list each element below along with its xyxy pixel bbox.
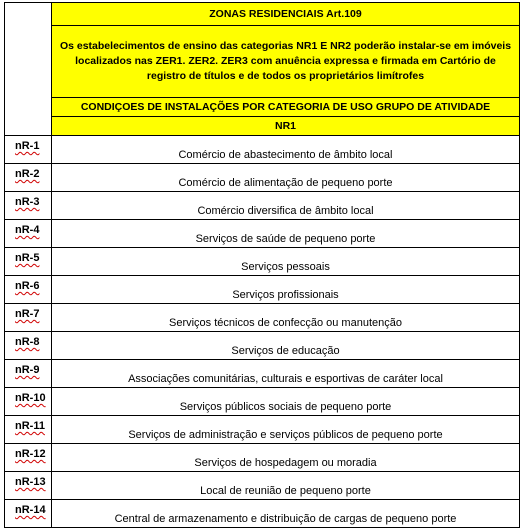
activity-code (5, 388, 52, 416)
table-row (5, 248, 520, 276)
activity-description: Associações comunitárias, culturais e esportivas de caráter local (52, 360, 520, 388)
activity-code-text: nR-1 (15, 140, 40, 152)
activity-description: Comércio diversifica de âmbito local (52, 192, 520, 220)
conditions-heading: CONDIÇOES DE INSTALAÇÕES POR CATEGORIA DE USO GRUPO DE ATIVIDADE (52, 98, 520, 117)
activity-code (5, 248, 52, 276)
activity-code-text: nR-10 (15, 392, 46, 404)
activity-description: Local de reunião de pequeno porte (52, 472, 520, 500)
activity-code (5, 192, 52, 220)
table-row (5, 304, 520, 332)
activity-code (5, 332, 52, 360)
zoning-table-sheet (4, 2, 519, 528)
activity-code-text: nR-8 (15, 336, 40, 348)
activity-description: Serviços de saúde de pequeno porte (52, 220, 520, 248)
activity-code-text: nR-7 (15, 308, 40, 320)
activity-code-text: nR-4 (15, 224, 40, 236)
activity-description: Serviços de hospedagem ou moradia (52, 444, 520, 472)
activity-code (5, 416, 52, 444)
activity-code-text: nR-2 (15, 168, 40, 180)
activity-code-text: nR-3 (15, 196, 40, 208)
activity-code-text: nR-9 (15, 364, 40, 376)
activity-description: Serviços públicos sociais de pequeno porte (52, 388, 520, 416)
activity-code (5, 220, 52, 248)
table-row (5, 500, 520, 528)
activity-description: Serviços profissionais (52, 276, 520, 304)
activity-code-text: nR-13 (15, 476, 46, 488)
table-row (5, 360, 520, 388)
table-row (5, 472, 520, 500)
activity-description: Serviços pessoais (52, 248, 520, 276)
table-row (5, 136, 520, 164)
activity-code (5, 276, 52, 304)
activity-code-text: nR-12 (15, 448, 46, 460)
table-row (5, 444, 520, 472)
table-row (5, 416, 520, 444)
activity-description: Comércio de alimentação de pequeno porte (52, 164, 520, 192)
activity-description: Serviços de administração e serviços públicos de pequeno porte (52, 416, 520, 444)
activity-code (5, 472, 52, 500)
table-row (5, 220, 520, 248)
activity-description: Serviços técnicos de confecção ou manutenção (52, 304, 520, 332)
activity-code (5, 164, 52, 192)
table-row (5, 276, 520, 304)
category-heading: NR1 (52, 117, 520, 136)
activity-description: Serviços de educação (52, 332, 520, 360)
activity-description: Comércio de abastecimento de âmbito local (52, 136, 520, 164)
table-row (5, 388, 520, 416)
activity-description: Central de armazenamento e distribuição de cargas de pequeno porte (52, 500, 520, 528)
activity-code-text: nR-11 (15, 420, 45, 432)
table-row (5, 192, 520, 220)
activity-code-text: nR-5 (15, 252, 40, 264)
activity-code (5, 500, 52, 528)
activity-code (5, 136, 52, 164)
zoning-table (4, 2, 520, 528)
activity-code (5, 304, 52, 332)
table-row (5, 332, 520, 360)
table-row (5, 164, 520, 192)
table-title: ZONAS RESIDENCIAIS Art.109 (52, 3, 520, 26)
activity-code (5, 444, 52, 472)
activity-code-text: nR-6 (15, 280, 40, 292)
activity-code-text: nR-14 (15, 504, 46, 516)
activity-rows (5, 136, 520, 528)
table-description: Os estabelecimentos de ensino das categorias NR1 E NR2 poderão instalar-se em imóveis localizados nas ZER1. ZER2. ZER3 com anuência expressa e firmada em Cartório de registro de títulos e de todos os proprietários limítrofes (52, 26, 520, 98)
blank-header-cell (5, 3, 52, 136)
activity-code (5, 360, 52, 388)
